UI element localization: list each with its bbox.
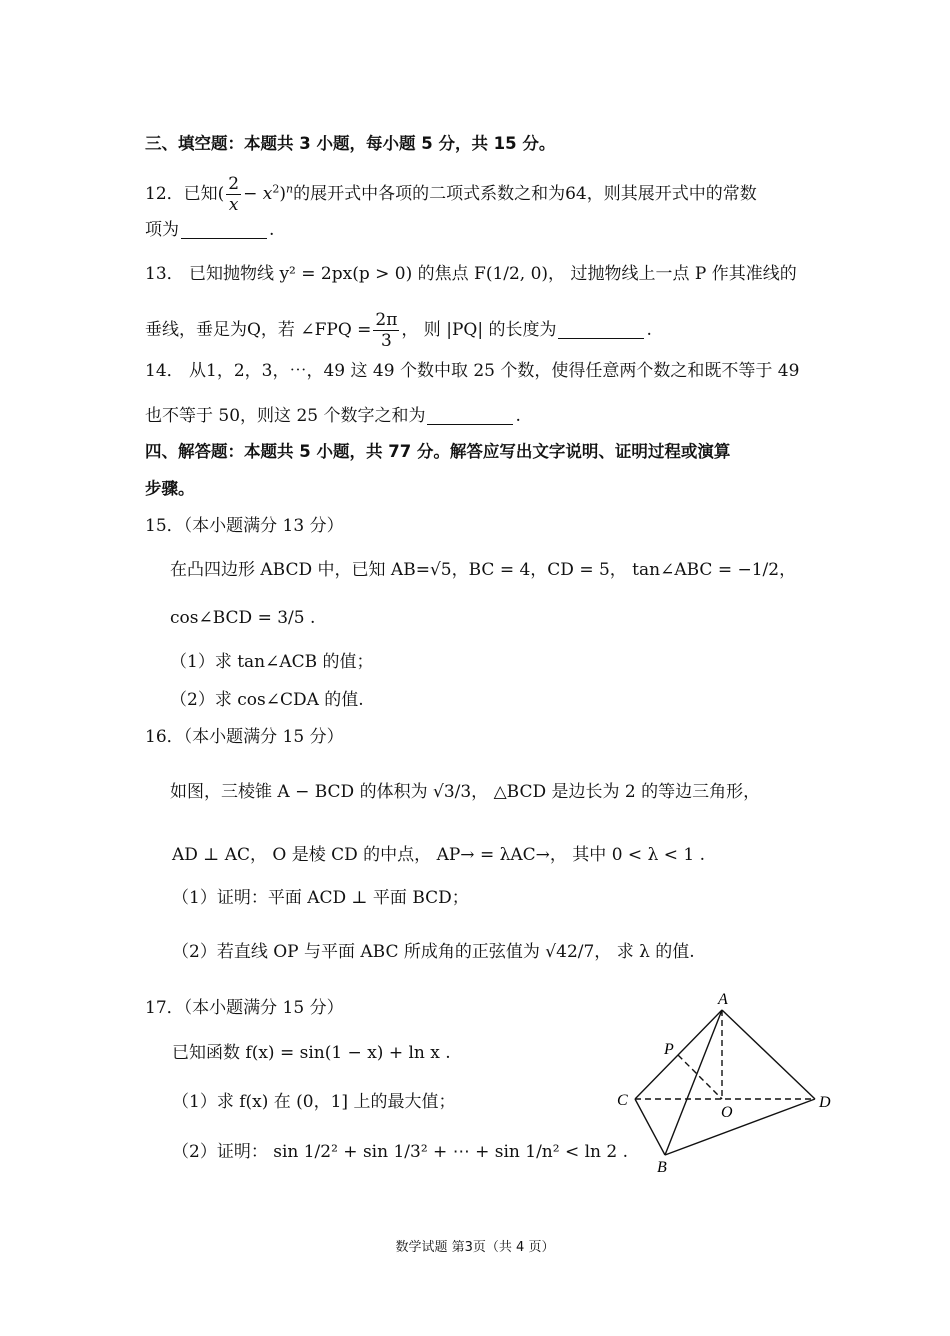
q15-part2: （2）求 cos∠CDA 的值. bbox=[170, 690, 364, 710]
q17-part2: （2）证明： sin 1/2² + sin 1/3² + ⋯ + sin 1/n² < ln 2 . bbox=[172, 1142, 629, 1162]
tetrahedron-figure bbox=[600, 985, 850, 1185]
edge-ab bbox=[665, 1010, 722, 1155]
section4-heading-line1: 四、解答题：本题共 5 小题，共 77 分。解答应写出文字说明、证明过程或演算 bbox=[145, 442, 731, 461]
q16-cond1: 如图，三棱锥 A − BCD 的体积为 √3/3， △BCD 是边长为 2 的等边三角形， bbox=[170, 782, 761, 802]
q15-cond1: 在凸四边形 ABCD 中，已知 AB=√5，BC = 4，CD = 5， tan∠ABC = −1/2， bbox=[170, 560, 797, 580]
q13-answer-blank bbox=[558, 320, 644, 339]
q13-line2-b: ， 则 |PQ| 的长度为 bbox=[401, 320, 557, 340]
page-footer: 数学试题 第3页（共 4 页） bbox=[395, 1240, 555, 1255]
q16-cond2: AD ⊥ AC， O 是棱 CD 的中点， AP→ = λAC→， 其中 0 < λ < 1 . bbox=[172, 845, 706, 865]
q14-answer-blank bbox=[427, 406, 513, 425]
q15-part1: （1）求 tan∠ACB 的值； bbox=[170, 652, 374, 672]
label-b: B bbox=[657, 1159, 667, 1176]
q14-line1: 14． 从1，2，3，⋯，49 这 49 个数中取 25 个数，使得任意两个数之和既不等于 49 bbox=[145, 361, 800, 381]
q12-tail: 的展开式中各项的二项式系数之和为64，则其展开式中的常数 bbox=[293, 184, 757, 204]
q16-part2: （2）若直线 OP 与平面 ABC 所成角的正弦值为 √42/7， 求 λ 的值. bbox=[172, 942, 695, 962]
section3-heading: 三、填空题：本题共 3 小题，每小题 5 分，共 15 分。 bbox=[145, 134, 556, 153]
q12-lead: 12．已知 bbox=[145, 184, 218, 204]
q17-part1: （1）求 f(x) 在 (0，1] 上的最大值； bbox=[172, 1092, 456, 1112]
q15-cond2: cos∠BCD = 3/5 . bbox=[170, 608, 316, 628]
q17-condition: 已知函数 f(x) = sin(1 − x) + ln x . bbox=[172, 1043, 451, 1063]
q12-answer-blank bbox=[181, 220, 267, 239]
q12-line1: 12．已知( $\frac{2}{x}$ − $x^2)^n$的展开式中各项的二项式系数之和为64，则其展开式中的常数 bbox=[145, 174, 757, 215]
label-d: D bbox=[819, 1094, 831, 1111]
q15-title: 15．（本小题满分 13 分） bbox=[145, 516, 344, 536]
section4-heading-line2: 步骤。 bbox=[145, 479, 195, 498]
edge-cb bbox=[635, 1099, 665, 1155]
label-p: P bbox=[664, 1041, 674, 1058]
segment-po bbox=[678, 1055, 722, 1099]
q17-title: 17．（本小题满分 15 分） bbox=[145, 998, 344, 1018]
edge-bd bbox=[665, 1099, 815, 1155]
q13-line1: 13． 已知抛物线 y² = 2px(p > 0) 的焦点 F(1/2, 0)， 过抛物线上一点 P 作其准线的 bbox=[145, 264, 797, 284]
q12-line2: 项为 . bbox=[145, 220, 275, 240]
q16-title: 16．（本小题满分 15 分） bbox=[145, 727, 344, 747]
label-a: A bbox=[718, 991, 728, 1008]
q13-line2-a: 垂线，垂足为Q，若 ∠FPQ = bbox=[145, 320, 372, 340]
q12-frac: $\frac{2}{x}$ bbox=[228, 174, 240, 215]
q14-line2-text: 也不等于 50，则这 25 个数字之和为 bbox=[145, 406, 426, 426]
label-c: C bbox=[617, 1092, 628, 1109]
edge-ad bbox=[722, 1010, 815, 1099]
q13-angle-frac: $\frac{2\pi}{3}$ bbox=[375, 310, 398, 351]
label-o: O bbox=[721, 1104, 733, 1121]
q12-answer-label: 项为 bbox=[145, 220, 179, 240]
q16-part1: （1）证明：平面 ACD ⊥ 平面 BCD； bbox=[172, 888, 469, 908]
q14-line2: 也不等于 50，则这 25 个数字之和为 . bbox=[145, 406, 521, 426]
q13-line2: 垂线，垂足为Q，若 ∠FPQ = $\frac{2\pi}{3}$ ， 则 |PQ| 的长度为 . bbox=[145, 310, 652, 351]
